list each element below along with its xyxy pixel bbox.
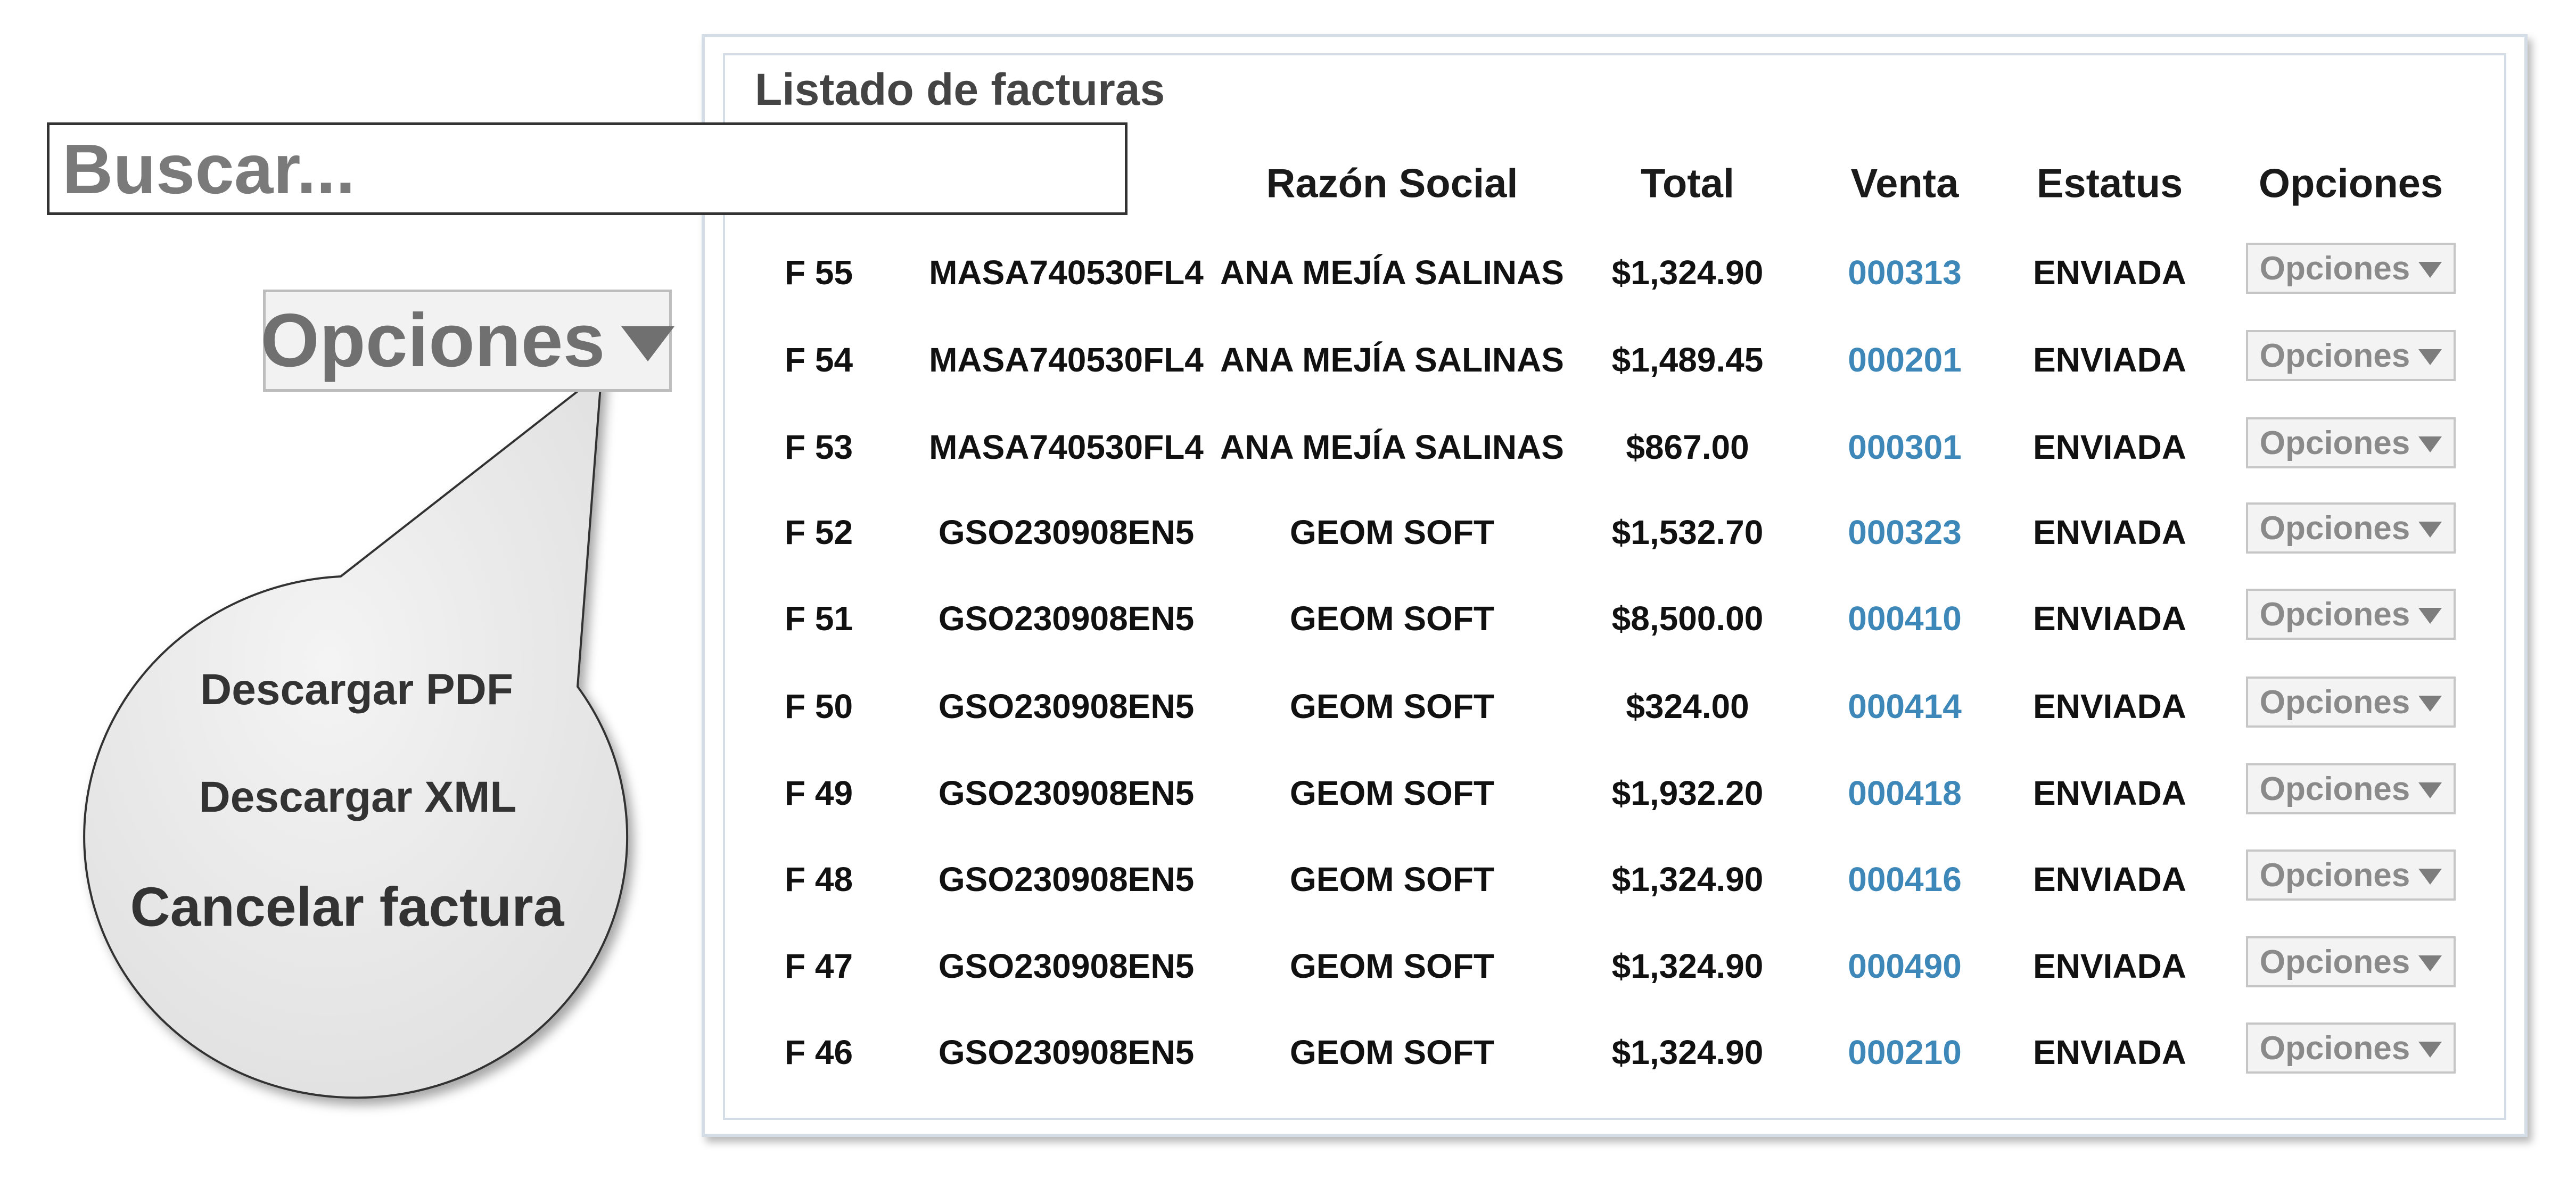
status-cell: ENVIADA: [2032, 687, 2187, 725]
venta-link[interactable]: 000210: [1848, 1033, 1962, 1071]
status-cell: ENVIADA: [2032, 774, 2187, 812]
total-cell: $1,324.90: [1611, 860, 1764, 898]
row-options-label: Opciones: [2259, 856, 2410, 894]
folio-cell: F 53: [784, 428, 853, 466]
rfc-cell: MASA740530FL4: [929, 253, 1204, 292]
menu-item-download-pdf[interactable]: Descargar PDF: [200, 665, 513, 714]
folio-cell: F 54: [784, 341, 853, 379]
status-cell: ENVIADA: [2032, 1033, 2187, 1071]
venta-link[interactable]: 000410: [1848, 599, 1962, 638]
razon-social-cell: GEOM SOFT: [1290, 599, 1494, 638]
razon-social-cell: ANA MEJÍA SALINAS: [1220, 428, 1564, 466]
venta-link[interactable]: 000323: [1848, 513, 1962, 551]
total-cell: $1,932.20: [1611, 774, 1764, 812]
row-options-label: Opciones: [2259, 596, 2410, 633]
search-box[interactable]: [47, 122, 1127, 215]
total-cell: $1,489.45: [1611, 341, 1764, 379]
menu-item-download-xml[interactable]: Descargar XML: [199, 773, 517, 821]
row-options-label: Opciones: [2259, 770, 2410, 807]
header-opciones: Opciones: [2258, 161, 2443, 207]
razon-social-cell: ANA MEJÍA SALINAS: [1220, 341, 1564, 379]
razon-social-cell: GEOM SOFT: [1290, 687, 1494, 725]
rfc-cell: MASA740530FL4: [929, 341, 1204, 379]
total-cell: $324.00: [1626, 687, 1749, 725]
options-dropdown-label: Opciones: [260, 298, 605, 383]
folio-cell: F 55: [784, 253, 853, 292]
row-options-label: Opciones: [2259, 509, 2410, 547]
header-estatus: Estatus: [2036, 161, 2183, 207]
venta-link[interactable]: 000313: [1848, 253, 1962, 292]
status-cell: ENVIADA: [2032, 599, 2187, 638]
razon-social-cell: GEOM SOFT: [1290, 947, 1494, 985]
total-cell: $1,324.90: [1611, 947, 1764, 985]
rfc-cell: GSO230908EN5: [938, 947, 1195, 985]
folio-cell: F 48: [784, 860, 853, 898]
header-razon-social: Razón Social: [1266, 161, 1518, 207]
row-options-label: Opciones: [2259, 250, 2410, 287]
triangle-down-icon: [621, 326, 674, 361]
total-cell: $8,500.00: [1611, 599, 1764, 638]
total-cell: $867.00: [1626, 428, 1749, 466]
status-cell: ENVIADA: [2032, 428, 2187, 466]
total-cell: $1,324.90: [1611, 253, 1764, 292]
status-cell: ENVIADA: [2032, 947, 2187, 985]
rfc-cell: GSO230908EN5: [938, 1033, 1195, 1071]
venta-link[interactable]: 000416: [1848, 860, 1962, 898]
status-cell: ENVIADA: [2032, 253, 2187, 292]
total-cell: $1,324.90: [1611, 1033, 1764, 1071]
search-input[interactable]: [50, 125, 1125, 212]
rfc-cell: GSO230908EN5: [938, 513, 1195, 551]
folio-cell: F 51: [784, 599, 853, 638]
venta-link[interactable]: 000414: [1848, 687, 1962, 725]
row-options-label: Opciones: [2259, 683, 2410, 721]
razon-social-cell: GEOM SOFT: [1290, 860, 1494, 898]
razon-social-cell: GEOM SOFT: [1290, 1033, 1494, 1071]
venta-link[interactable]: 000418: [1848, 774, 1962, 812]
status-cell: ENVIADA: [2032, 513, 2187, 551]
status-cell: ENVIADA: [2032, 341, 2187, 379]
folio-cell: F 46: [784, 1033, 853, 1071]
header-total: Total: [1641, 161, 1734, 207]
page-title: Listado de facturas: [755, 64, 1165, 114]
folio-cell: F 49: [784, 774, 853, 812]
row-options-label: Opciones: [2259, 424, 2410, 461]
venta-link[interactable]: 000490: [1848, 947, 1962, 985]
row-options-label: Opciones: [2259, 1029, 2410, 1067]
rfc-cell: GSO230908EN5: [938, 599, 1195, 638]
folio-cell: F 52: [784, 513, 853, 551]
header-venta: Venta: [1850, 161, 1959, 207]
venta-link[interactable]: 000301: [1848, 428, 1962, 466]
rfc-cell: GSO230908EN5: [938, 774, 1195, 812]
total-cell: $1,532.70: [1611, 513, 1764, 551]
rfc-cell: GSO230908EN5: [938, 860, 1195, 898]
row-options-label: Opciones: [2259, 337, 2410, 374]
razon-social-cell: GEOM SOFT: [1290, 774, 1494, 812]
folio-cell: F 47: [784, 947, 853, 985]
razon-social-cell: GEOM SOFT: [1290, 513, 1494, 551]
menu-item-cancel-invoice[interactable]: Cancelar factura: [130, 876, 564, 938]
razon-social-cell: ANA MEJÍA SALINAS: [1220, 253, 1564, 292]
venta-link[interactable]: 000201: [1848, 341, 1962, 379]
rfc-cell: MASA740530FL4: [929, 428, 1204, 466]
options-dropdown[interactable]: [260, 290, 672, 392]
row-options-label: Opciones: [2259, 943, 2410, 980]
folio-cell: F 50: [784, 687, 853, 725]
status-cell: ENVIADA: [2032, 860, 2187, 898]
rfc-cell: GSO230908EN5: [938, 687, 1195, 725]
